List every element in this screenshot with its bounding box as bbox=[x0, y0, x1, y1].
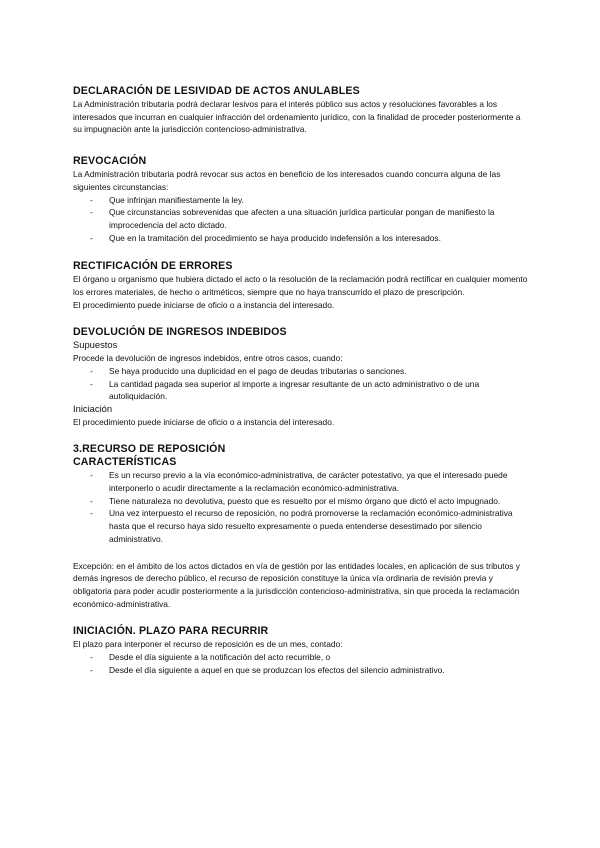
section-heading: RECTIFICACIÓN DE ERRORES bbox=[73, 260, 233, 273]
section-rectificacion bbox=[73, 260, 528, 311]
list-item: - Que en la tramitación del procedimiento se haya producido indefensión a los interesados. bbox=[73, 232, 528, 245]
section-intro: El plazo para interponer el recurso de reposición es de un mes, contado: bbox=[73, 639, 343, 650]
section-lesividad bbox=[73, 85, 528, 136]
list-item: - Que circunstancias sobrevenidas que afecten a una situación jurídica particular pongan de manifiesto la improcedencia del acto dictado. bbox=[73, 206, 528, 231]
subsection-heading: CARACTERÍSTICAS bbox=[73, 456, 177, 469]
section-heading: DEVOLUCIÓN DE INGRESOS INDEBIDOS bbox=[73, 326, 287, 339]
bullet-list bbox=[73, 651, 528, 676]
section-heading: REVOCACIÓN bbox=[73, 155, 147, 168]
spacer bbox=[73, 546, 528, 560]
section-paragraph: El procedimiento puede iniciarse de oficio o a instancia del interesado. bbox=[73, 299, 335, 310]
list-item: - Desde el día siguiente a aquel en que se produzcan los efectos del silencio administrativo. bbox=[73, 664, 528, 677]
subsection-heading: Iniciación bbox=[73, 402, 113, 414]
section-devolucion bbox=[73, 326, 528, 428]
section-intro: La Administración tributaria podrá revocar sus actos en beneficio de los interesados cuando concurra alguna de las siguientes circunstancias: bbox=[73, 169, 501, 192]
bullet-list bbox=[73, 469, 528, 545]
list-item: - Una vez interpuesto el recurso de reposición, no podrá promoverse la reclamación económico-administrativa hasta que el recurso haya sido resuelto expresamente o pueda entenderse desestimado por silencio administrativo. bbox=[73, 507, 528, 545]
list-item: - Tiene naturaleza no devolutiva, puesto que es resuelto por el mismo órgano que dictó el acto impugnado. bbox=[73, 495, 528, 508]
section-iniciacion bbox=[73, 625, 528, 676]
section-heading: INICIACIÓN. PLAZO PARA RECURRIR bbox=[73, 625, 269, 638]
section-paragraph: El procedimiento puede iniciarse de oficio o a instancia del interesado. bbox=[73, 416, 335, 427]
section-intro: Procede la devolución de ingresos indebidos, entre otros casos, cuando: bbox=[73, 353, 343, 364]
section-revocacion bbox=[73, 155, 528, 244]
list-item: - Que infrinjan manifiestamente la ley. bbox=[73, 194, 528, 207]
section-reposicion bbox=[73, 443, 528, 610]
list-item: - Se haya producido una duplicidad en el pago de deudas tributarias o sanciones. bbox=[73, 365, 528, 378]
list-item: - La cantidad pagada sea superior al importe a ingresar resultante de un acto administrativo o de una autoliquidación. bbox=[73, 378, 528, 403]
section-paragraph: La Administración tributaria podrá declarar lesivos para el interés público sus actos y resoluciones favorables a los interesados que incurran en cualquier infracción del ordenamiento jurídico, con la finalidad de proceder posteriormente a su impugnación ante la jurisdicción contencioso-administrativa. bbox=[73, 99, 521, 135]
document-page bbox=[73, 85, 528, 677]
exception-paragraph: Excepción: en el ámbito de los actos dictados en vía de gestión por las entidades locales, en aplicación de sus tributos y demás ingresos de derecho público, el recurso de reposición constituye la única vía ordinaria de revisión previa y obligatoria para poder acudir posteriormente a la jurisdicción contencioso-administrativa, sin que proceda la reclamación económico-administrativa. bbox=[73, 560, 520, 609]
list-item: - Es un recurso previo a la vía económico-administrativa, de carácter potestativo, ya que el interesado puede interponerlo o acudir directamente a la reclamación económico-administrativa. bbox=[73, 469, 528, 494]
section-heading: DECLARACIÓN DE LESIVIDAD DE ACTOS ANULABLES bbox=[73, 85, 360, 97]
bullet-list bbox=[73, 365, 528, 403]
section-heading: 3.RECURSO DE REPOSICIÓN bbox=[73, 443, 226, 456]
subsection-heading: Supuestos bbox=[73, 339, 118, 351]
list-item: - Desde el día siguiente a la notificación del acto recurrible, o bbox=[73, 651, 528, 664]
section-paragraph: El órgano u organismo que hubiera dictado el acto o la resolución de la reclamación podrá rectificar en cualquier momento los errores materiales, de hecho o aritméticos, siempre que no haya transcurrido el plazo de prescripción. bbox=[73, 274, 528, 298]
bullet-list bbox=[73, 194, 528, 245]
